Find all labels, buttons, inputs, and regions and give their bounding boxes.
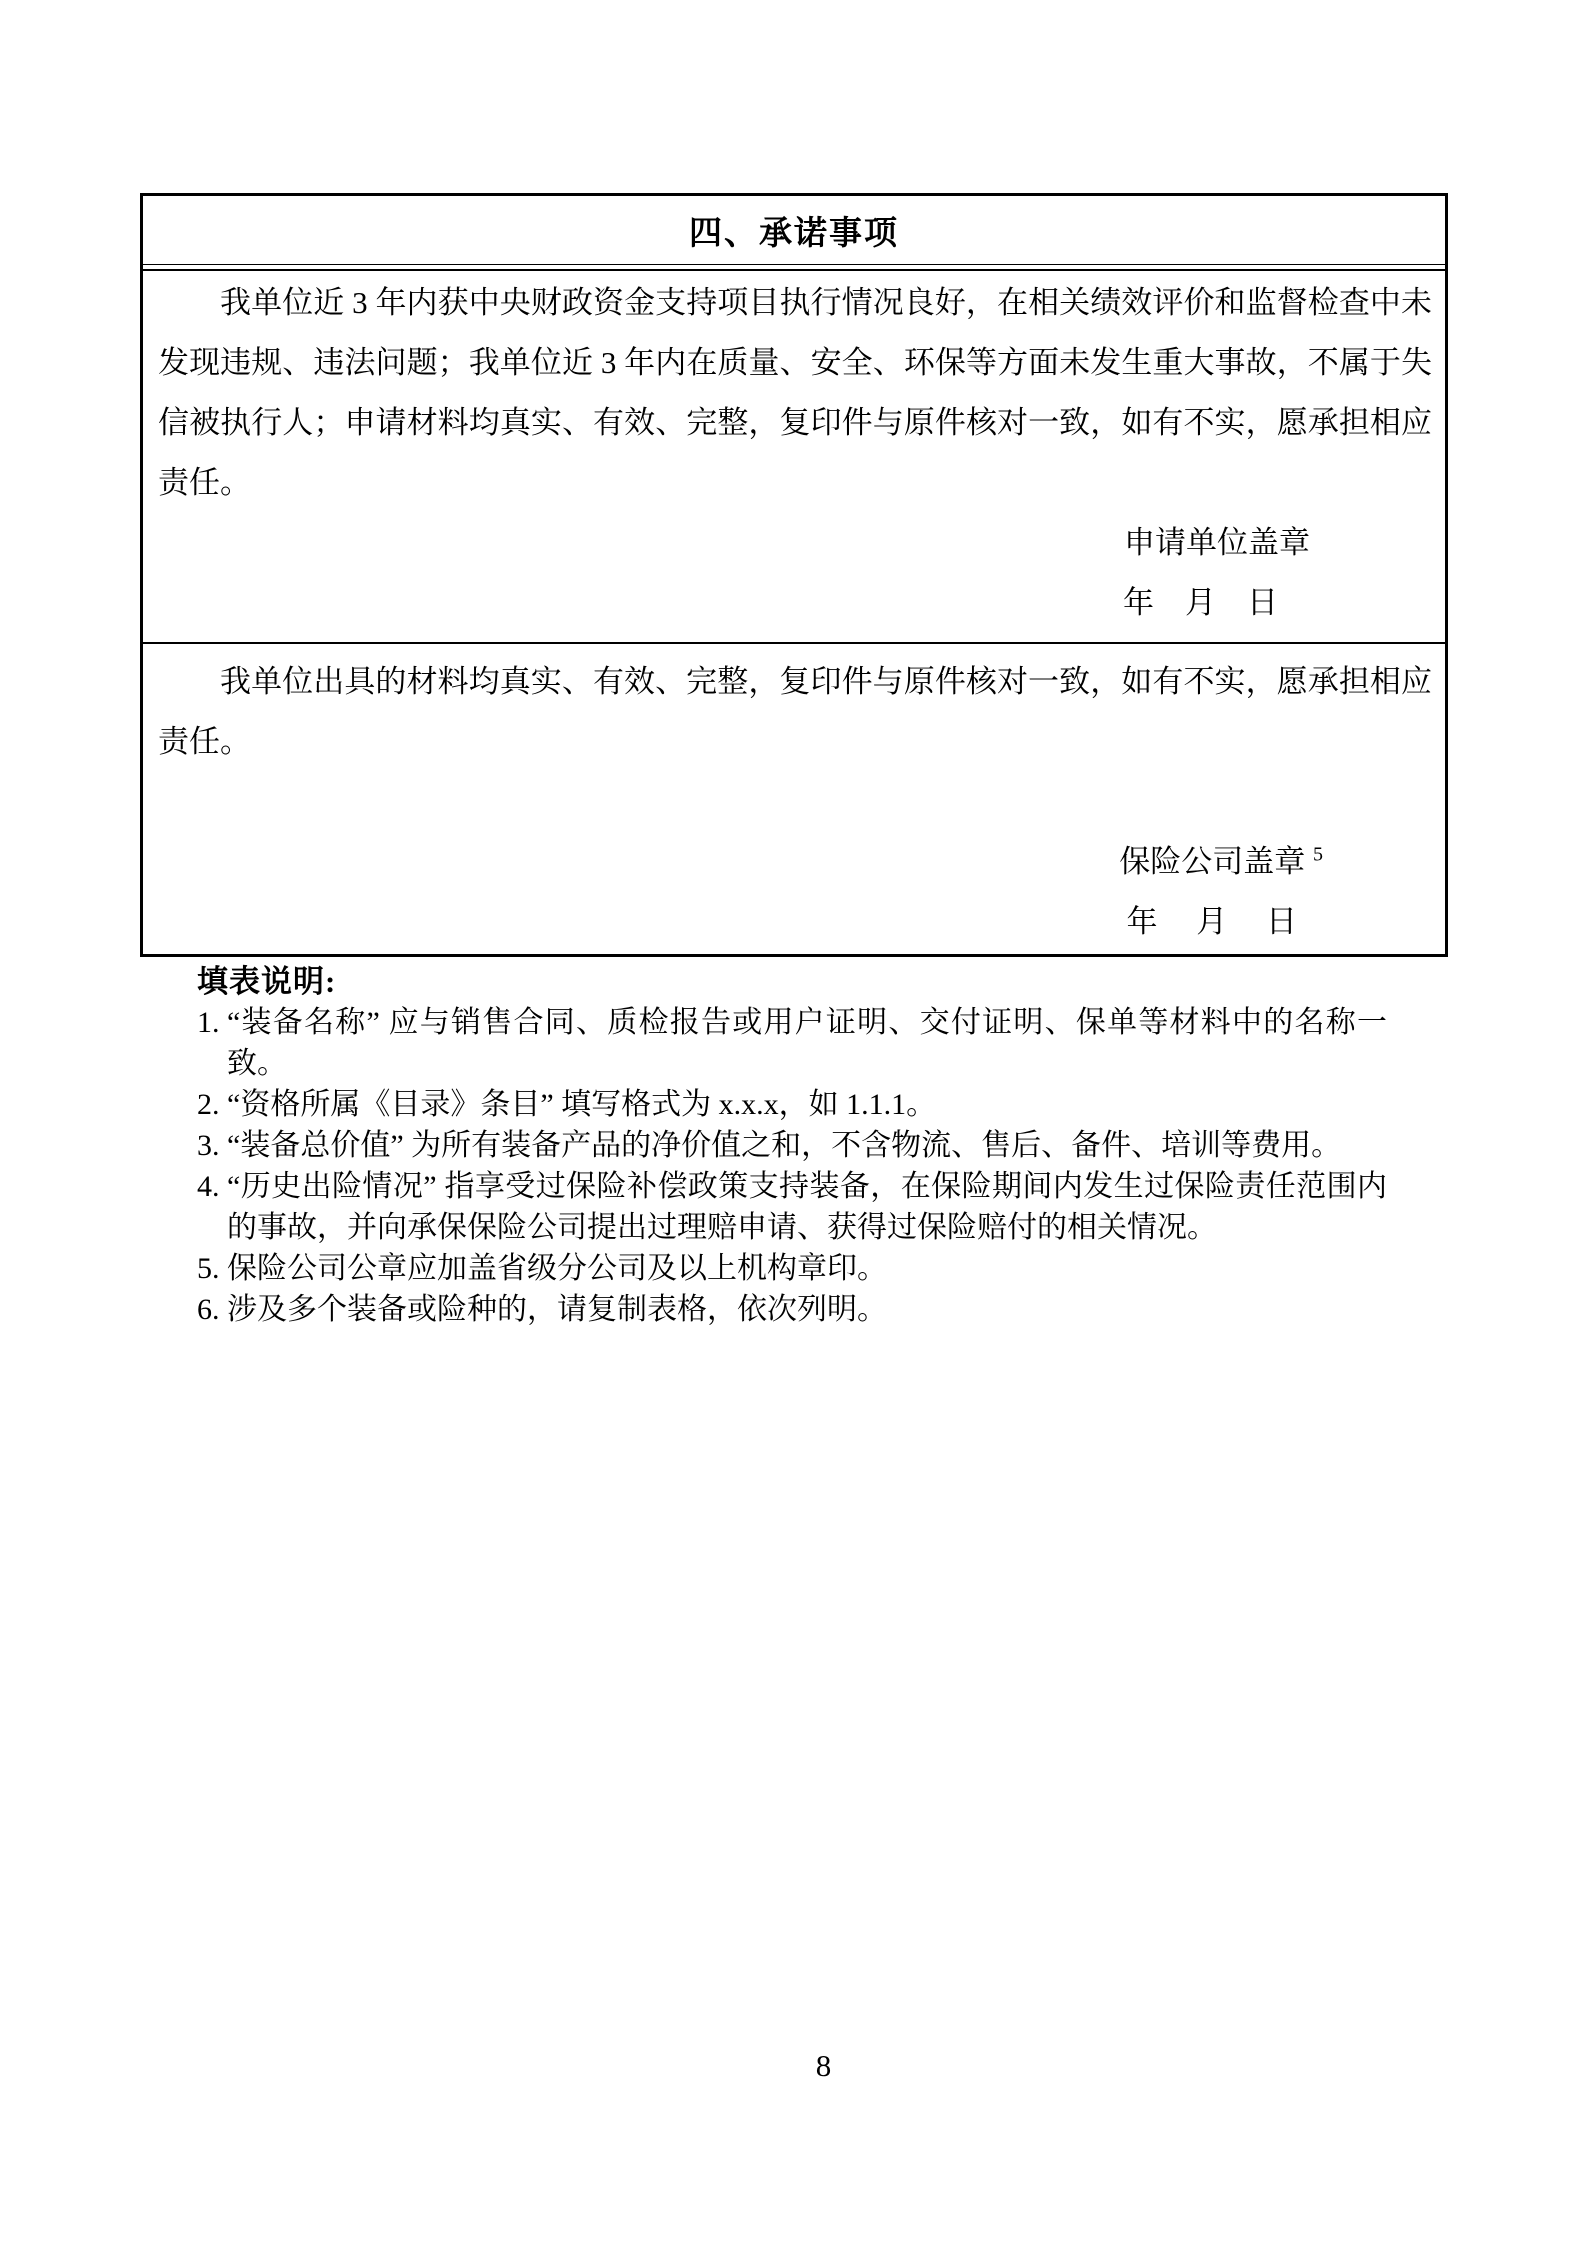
spacer: [158, 772, 1432, 832]
note-number: 2.: [197, 1088, 220, 1121]
note-text: “装备名称” 应与销售合同、质检报告或用户证明、交付证明、保单等材料中的名称一致。: [227, 1006, 1387, 1080]
note-number: 5.: [197, 1252, 220, 1285]
note-text: “历史出险情况” 指享受过保险补偿政策支持装备，在保险期间内发生过保险责任范围内的事故，并向承保保险公司提出过理赔申请、获得过保险赔付的相关情况。: [227, 1170, 1387, 1244]
note-item-3: [197, 1125, 1407, 1166]
note-item-5: [197, 1248, 1407, 1289]
note-item-4: [197, 1166, 1407, 1248]
note-item-2: [197, 1084, 1407, 1125]
note-text: “装备总价值” 为所有装备产品的净价值之和，不含物流、售后、备件、培训等费用。: [227, 1129, 1342, 1162]
notes-section: [197, 962, 1407, 1330]
insurer-commitment-text: 我单位出具的材料均真实、有效、完整，复印件与原件核对一致，如有不实，愿承担相应责任。: [158, 664, 1432, 759]
applicant-date-line: 年 月 日: [1123, 585, 1278, 620]
applicant-stamp-label: [158, 513, 1310, 573]
applicant-commitment-text: 我单位近 3 年内获中央财政资金支持项目执行情况良好，在相关绩效评价和监督检查中未发现违规、违法问题；我单位近 3 年内在质量、安全、环保等方面未发生重大事故，不属于失信被执行人；申请材料均真实、有效、完整，复印件与原件核对一致，如有不实，愿承担相应责任。: [158, 285, 1432, 500]
note-text: 保险公司公章应加盖省级分公司及以上机构章印。: [227, 1252, 887, 1285]
page-number: 8: [815, 2048, 832, 2083]
note-item-6: [197, 1289, 1407, 1330]
applicant-stamp-text: 申请单位盖章: [1124, 525, 1310, 560]
note-item-1: [197, 1002, 1407, 1084]
note-number: 4.: [197, 1170, 220, 1203]
commitment-table: [140, 193, 1448, 957]
note-number: 6.: [197, 1293, 220, 1326]
notes-heading: 填表说明:: [197, 964, 337, 999]
note-text: 涉及多个装备或险种的，请复制表格，依次列明。: [227, 1293, 887, 1326]
note-text: “资格所属《目录》条目” 填写格式为 x.x.x，如 1.1.1。: [227, 1088, 937, 1121]
insurer-date-line: 年 月 日: [1126, 904, 1297, 939]
insurer-commitment-row: [143, 644, 1445, 954]
applicant-commitment-row: [143, 271, 1445, 644]
note-number: 3.: [197, 1129, 220, 1162]
section-title: 四、承诺事项: [143, 196, 1445, 265]
insurer-stamp-text: 保险公司盖章: [1119, 844, 1313, 879]
insurer-stamp-label: [158, 832, 1323, 892]
note-number: 1.: [197, 1006, 220, 1039]
insurer-stamp-footnote-ref: 5: [1313, 843, 1323, 866]
